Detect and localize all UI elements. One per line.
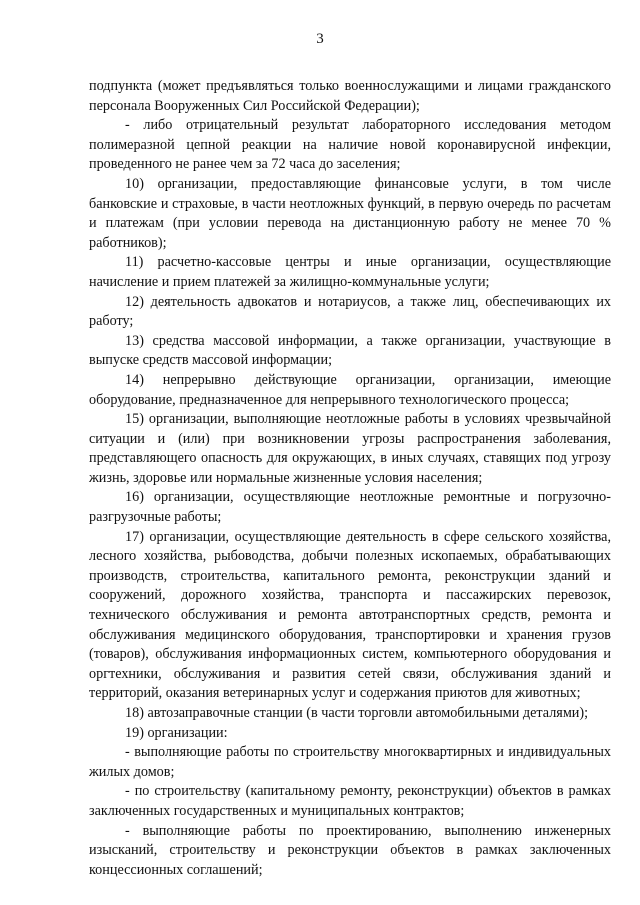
paragraph: - выполняющие работы по строительству многоквартирных и индивидуальных жилых домов; — [89, 744, 611, 780]
paragraph: 11) расчетно-кассовые центры и иные организации, осуществляющие начисление и прием платежей за жилищно-коммунальные услуги; — [89, 254, 611, 290]
paragraph: 12) деятельность адвокатов и нотариусов, а также лиц, обеспечивающих их работу; — [89, 293, 611, 330]
paragraph: 15) организации, выполняющие неотложные работы в условиях чрезвычайной ситуации и (или) при возникновении угрозы распространения заболевания, представляющего опасность для окружающих, в иных случаях, ставящих под угрозу жизнь, здоровье или нормальные жизненные условия населения; — [89, 411, 611, 486]
paragraph: - по строительству (капитальному ремонту, реконструкции) объектов в рамках заключенных государственных и муниципальных контрактов; — [89, 783, 611, 819]
page-number: 3 — [316, 31, 324, 47]
paragraph: 13) средства массовой информации, а также организации, участвующие в выпуске средств массовой информации; — [89, 332, 611, 369]
paragraph: 19) организации: — [125, 724, 228, 741]
paragraph: 18) автозаправочные станции (в части торговли автомобильными деталями); — [125, 705, 589, 721]
paragraph: 17) организации, осуществляющие деятельность в сфере сельского хозяйства, лесного хозяйства, рыбоводства, добычи полезных ископаемых, обрабатывающих производств, строительства, капитального ремонта, реконструкции зданий и сооружений, дорожного хозяйства, транспорта и пассажирских перевозок, технического обслуживания и ремонта автотранспортных средств, ремонта и обслуживания медицинского оборудования, транспортировки и хранения грузов (товаров), обслуживания информационных систем, компьютерного оборудования и оргтехники, обслуживания и развития сетей связи, обслуживания зданий и территорий, оказания ветеринарных услуг и содержания приютов для животных; — [89, 528, 611, 702]
paragraph: подпункта (может предъявляться только военнослужащими и лицами гражданского персонала Вооруженных Сил Российской Федерации); — [89, 78, 611, 114]
paragraph: - либо отрицательный результат лабораторного исследования методом полимеразной цепной реакции на наличие новой коронавирусной инфекции, проведенного не ранее чем за 72 часа до заселения; — [89, 117, 611, 173]
paragraph: - выполняющие работы по проектированию, выполнению инженерных изысканий, строительству и реконструкции объектов в рамках заключенных концессионных соглашений; — [89, 822, 611, 878]
paragraph: 16) организации, осуществляющие неотложные ремонтные и погрузочно-разгрузочные работы; — [89, 489, 611, 526]
document-body — [89, 77, 611, 880]
paragraph: 14) непрерывно действующие организации, организации, имеющие оборудование, предназначенное для непрерывного технологического процесса; — [89, 371, 611, 408]
paragraph: 10) организации, предоставляющие финансовые услуги, в том числе банковские и страховые, в части неотложных функций, в первую очередь по расчетам и платежам (при условии перевода на дистанционную работу не менее 70 % работников); — [89, 175, 611, 251]
